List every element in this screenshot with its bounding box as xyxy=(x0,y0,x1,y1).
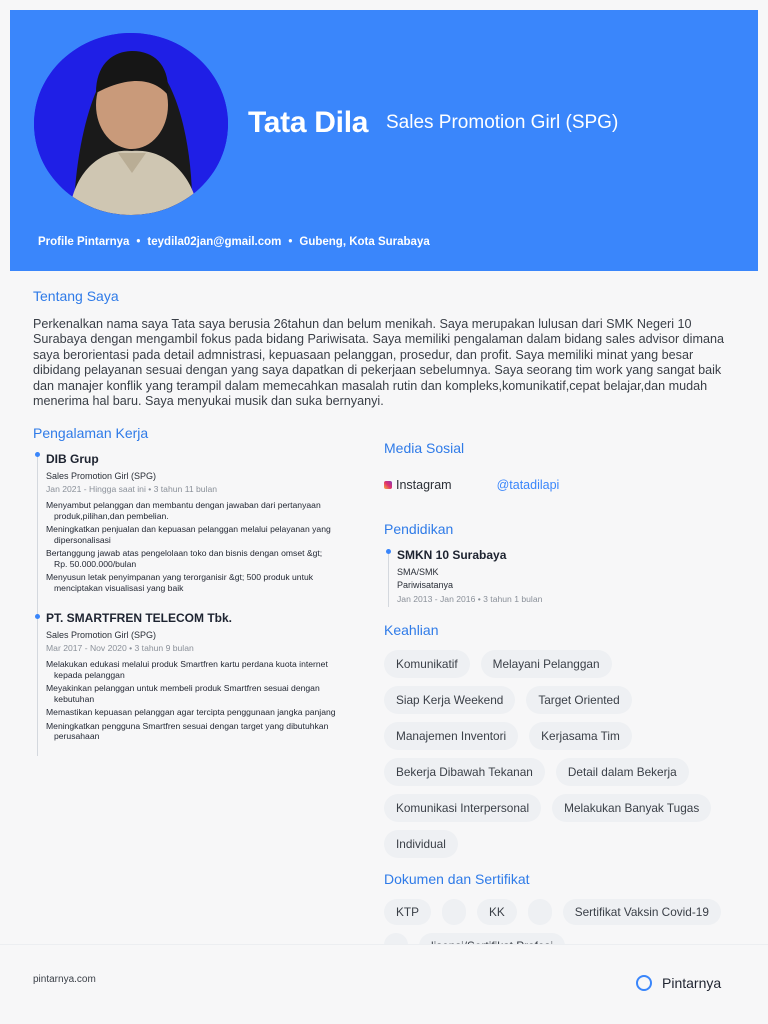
document-chip: Sertifikat Vaksin Covid-19 xyxy=(563,899,721,925)
job-bullet: Meyakinkan pelanggan untuk membeli produk Smartfren sesuai dengan kebutuhan xyxy=(46,683,320,704)
timeline-dot xyxy=(386,549,391,554)
profile-link[interactable]: Profile Pintarnya xyxy=(38,236,130,248)
footer-site-link[interactable]: pintarnya.com xyxy=(33,974,96,985)
document-chip-empty xyxy=(528,899,552,925)
skill-chip: Individual xyxy=(384,830,458,858)
skill-chip: Komunikatif xyxy=(384,650,470,678)
lightbulb-icon xyxy=(636,975,652,991)
job-bullet: Menyusun letak penyimpanan yang terorganisir &gt; 500 produk untuk menciptakan visualisasi yang baik xyxy=(46,572,314,593)
education-heading: Pendidikan xyxy=(384,521,454,537)
documents-heading: Dokumen dan Sertifikat xyxy=(384,871,530,887)
social-row xyxy=(384,478,559,492)
document-chip: KK xyxy=(477,899,517,925)
page-footer xyxy=(0,944,768,1024)
brand-name: Pintarnya xyxy=(662,975,722,991)
job-bullet: Melakukan edukasi melalui produk Smartfren kartu perdana kuota internet kepada pelanggan xyxy=(46,659,328,680)
job-bullet: Meningkatkan pengguna Smartfren sesuai dengan target yang dibutuhkan perusahaan xyxy=(46,720,329,741)
job-responsibilities xyxy=(46,500,336,593)
footer-brand xyxy=(636,975,721,991)
job-bullet: Menyambut pelanggan dan membantu dengan jawaban dari pertanyaan produk,pilihan,dan pembelian. xyxy=(46,500,321,521)
skill-chip: Kerjasama Tim xyxy=(529,722,632,750)
education-timeline xyxy=(388,549,389,607)
location-text: Gubeng, Kota Surabaya xyxy=(299,236,430,248)
experience-timeline xyxy=(37,452,38,756)
portrait-illustration xyxy=(34,33,228,215)
skill-chip: Melayani Pelanggan xyxy=(481,650,612,678)
education-level: SMA/SMK xyxy=(397,567,439,577)
job-period: Mar 2017 - Nov 2020 • 3 tahun 9 bulan xyxy=(46,643,194,653)
skills-heading: Keahlian xyxy=(384,622,439,638)
skill-chip: Target Oriented xyxy=(526,686,631,714)
education-major: Pariwisatanya xyxy=(397,580,454,590)
timeline-dot xyxy=(35,614,40,619)
job-company: PT. SMARTFREN TELECOM Tbk. xyxy=(46,611,232,625)
contact-bar xyxy=(38,236,430,248)
skill-chip: Manajemen Inventori xyxy=(384,722,518,750)
candidate-name: Tata Dila xyxy=(248,106,369,139)
experience-heading: Pengalaman Kerja xyxy=(33,425,149,441)
school-name: SMKN 10 Surabaya xyxy=(397,548,507,562)
email-link[interactable]: teydila02jan@gmail.com xyxy=(147,236,282,248)
profile-photo xyxy=(34,33,228,215)
separator-dot: • xyxy=(136,236,141,248)
job-responsibilities xyxy=(46,659,336,742)
job-role: Sales Promotion Girl (SPG) xyxy=(46,471,157,481)
instagram-handle-link[interactable]: @tatadilapi xyxy=(496,478,560,492)
job-bullet: Bertanggung jawab atas pengelolaan toko dan bisnis dengan omset &gt; Rp. 50.000.000/bulan xyxy=(46,548,323,569)
about-heading: Tentang Saya xyxy=(33,288,119,304)
document-chip: KTP xyxy=(384,899,431,925)
education-entry xyxy=(397,548,697,604)
skill-chip: Melakukan Banyak Tugas xyxy=(552,794,711,822)
job-entry xyxy=(46,611,336,745)
job-company: DIB Grup xyxy=(46,452,99,466)
job-role: Sales Promotion Girl (SPG) xyxy=(46,630,157,640)
education-period: Jan 2013 - Jan 2016 • 3 tahun 1 bulan xyxy=(397,594,543,604)
timeline-dot xyxy=(35,452,40,457)
skill-chip: Komunikasi Interpersonal xyxy=(384,794,541,822)
document-chip-empty xyxy=(442,899,466,925)
skill-chip: Bekerja Dibawah Tekanan xyxy=(384,758,545,786)
social-heading: Media Sosial xyxy=(384,440,465,456)
skill-chip: Siap Kerja Weekend xyxy=(384,686,515,714)
skill-chip: Detail dalam Bekerja xyxy=(556,758,689,786)
candidate-role: Sales Promotion Girl (SPG) xyxy=(386,112,619,133)
job-entry xyxy=(46,452,336,596)
separator-dot: • xyxy=(288,236,293,248)
profile-header xyxy=(10,10,758,271)
skills-list xyxy=(384,650,734,858)
instagram-icon xyxy=(384,481,392,489)
job-bullet: Memastikan kepuasan pelanggan agar tercipta penggunaan jangka panjang xyxy=(46,707,336,717)
about-text: Perkenalkan nama saya Tata saya berusia 26tahun dan belum menikah. Saya merupakan lulusan dari SMK Negeri 10 Surabaya dengan mengambil fokus pada bidang Pariwisata. Saya memiliki pengalaman dalam bidang sales advisor dimana saya berorientasi pada detail admnistrasi, kepuasaan pelanggan, prosedur, dan profit. Saya memiliki minat yang besar dibidang pelayanan sesuai dengan yang saya dapatkan di pekerjaan sebelumnya. Saya seorang tim work yang sangat baik dan manajer konflik yang terampil dalam memecahkan masalah rutin dan kompleks,komunikatif,cepat belajar,dan mudah menerima hal baru. Saya menyukai musik dan suka bernyanyi. xyxy=(33,317,724,409)
job-period: Jan 2021 - Hingga saat ini • 3 tahun 11 bulan xyxy=(46,484,218,494)
job-bullet: Meningkatkan penjualan dan kepuasan pelanggan melalui pelayanan yang dipersonalisasi xyxy=(46,524,331,545)
social-platform: Instagram xyxy=(396,478,452,492)
